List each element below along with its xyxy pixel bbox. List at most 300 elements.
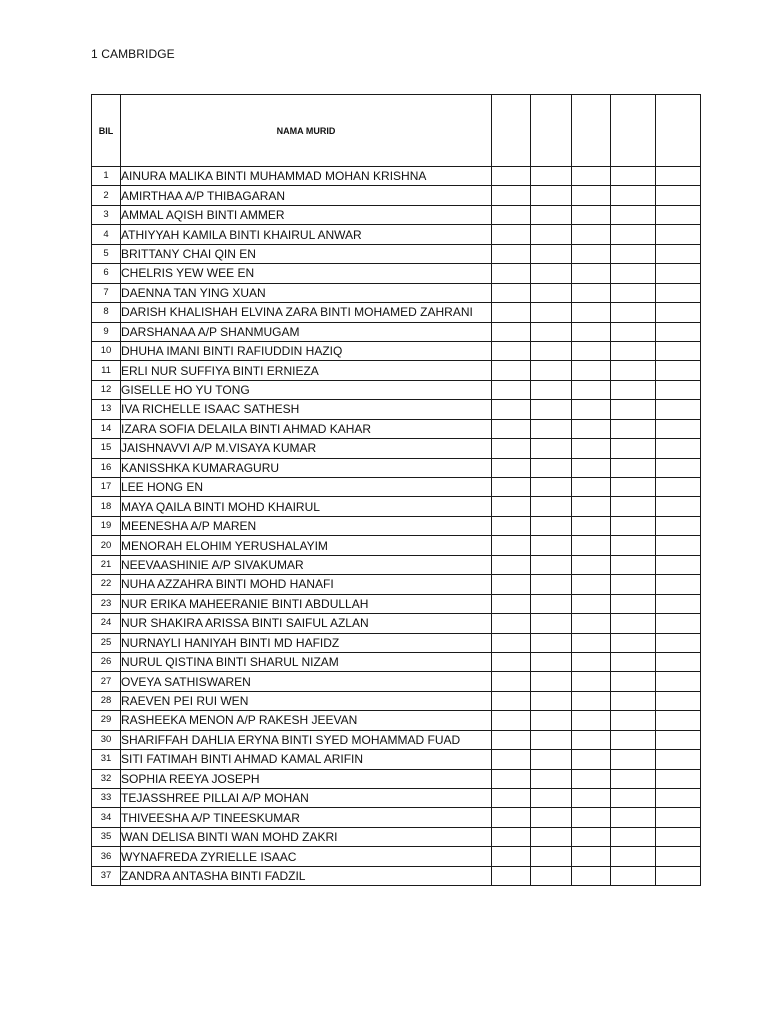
blank-cell bbox=[572, 244, 611, 263]
row-number: 27 bbox=[92, 672, 121, 691]
blank-cell bbox=[611, 458, 656, 477]
column-header-blank bbox=[492, 95, 531, 167]
blank-cell bbox=[572, 186, 611, 205]
blank-cell bbox=[656, 419, 701, 438]
blank-cell bbox=[572, 283, 611, 302]
blank-cell bbox=[572, 789, 611, 808]
blank-cell bbox=[572, 711, 611, 730]
blank-cell bbox=[656, 575, 701, 594]
row-number: 10 bbox=[92, 341, 121, 360]
student-name: NURNAYLI HANIYAH BINTI MD HAFIDZ bbox=[121, 633, 492, 652]
blank-cell bbox=[492, 225, 531, 244]
blank-cell bbox=[531, 789, 572, 808]
blank-cell bbox=[531, 322, 572, 341]
row-number: 35 bbox=[92, 827, 121, 846]
row-number: 15 bbox=[92, 439, 121, 458]
blank-cell bbox=[531, 827, 572, 846]
blank-cell bbox=[572, 303, 611, 322]
blank-cell bbox=[572, 380, 611, 399]
table-row bbox=[92, 419, 701, 438]
row-number: 37 bbox=[92, 866, 121, 885]
student-name: SOPHIA REEYA JOSEPH bbox=[121, 769, 492, 788]
row-number: 28 bbox=[92, 691, 121, 710]
student-name: DARSHANAA A/P SHANMUGAM bbox=[121, 322, 492, 341]
blank-cell bbox=[611, 847, 656, 866]
blank-cell bbox=[531, 205, 572, 224]
blank-cell bbox=[656, 866, 701, 885]
blank-cell bbox=[492, 633, 531, 652]
blank-cell bbox=[656, 497, 701, 516]
blank-cell bbox=[572, 672, 611, 691]
blank-cell bbox=[611, 594, 656, 613]
blank-cell bbox=[611, 497, 656, 516]
blank-cell bbox=[611, 439, 656, 458]
row-number: 23 bbox=[92, 594, 121, 613]
blank-cell bbox=[611, 341, 656, 360]
blank-cell bbox=[531, 361, 572, 380]
blank-cell bbox=[611, 400, 656, 419]
blank-cell bbox=[656, 167, 701, 186]
row-number: 25 bbox=[92, 633, 121, 652]
blank-cell bbox=[611, 555, 656, 574]
row-number: 26 bbox=[92, 652, 121, 671]
row-number: 14 bbox=[92, 419, 121, 438]
blank-cell bbox=[611, 633, 656, 652]
student-name: DAENNA TAN YING XUAN bbox=[121, 283, 492, 302]
blank-cell bbox=[656, 789, 701, 808]
blank-cell bbox=[656, 711, 701, 730]
row-number: 20 bbox=[92, 536, 121, 555]
student-name: SITI FATIMAH BINTI AHMAD KAMAL ARIFIN bbox=[121, 750, 492, 769]
column-header-blank bbox=[572, 95, 611, 167]
blank-cell bbox=[572, 264, 611, 283]
blank-cell bbox=[611, 186, 656, 205]
row-number: 34 bbox=[92, 808, 121, 827]
blank-cell bbox=[656, 322, 701, 341]
table-row bbox=[92, 341, 701, 360]
blank-cell bbox=[531, 633, 572, 652]
blank-cell bbox=[531, 555, 572, 574]
blank-cell bbox=[531, 497, 572, 516]
student-name: NURUL QISTINA BINTI SHARUL NIZAM bbox=[121, 652, 492, 671]
table-row bbox=[92, 808, 701, 827]
blank-cell bbox=[492, 652, 531, 671]
blank-cell bbox=[611, 419, 656, 438]
blank-cell bbox=[611, 711, 656, 730]
blank-cell bbox=[656, 614, 701, 633]
row-number: 1 bbox=[92, 167, 121, 186]
row-number: 36 bbox=[92, 847, 121, 866]
student-name: NUHA AZZAHRA BINTI MOHD HANAFI bbox=[121, 575, 492, 594]
blank-cell bbox=[656, 400, 701, 419]
blank-cell bbox=[611, 225, 656, 244]
table-row bbox=[92, 167, 701, 186]
table-row bbox=[92, 439, 701, 458]
blank-cell bbox=[492, 244, 531, 263]
table-row bbox=[92, 847, 701, 866]
blank-cell bbox=[656, 283, 701, 302]
blank-cell bbox=[531, 283, 572, 302]
table-row bbox=[92, 866, 701, 885]
blank-cell bbox=[656, 458, 701, 477]
blank-cell bbox=[492, 264, 531, 283]
student-name: GISELLE HO YU TONG bbox=[121, 380, 492, 399]
table-row bbox=[92, 497, 701, 516]
blank-cell bbox=[492, 497, 531, 516]
row-number: 11 bbox=[92, 361, 121, 380]
blank-cell bbox=[611, 322, 656, 341]
table-row bbox=[92, 827, 701, 846]
blank-cell bbox=[492, 322, 531, 341]
blank-cell bbox=[492, 536, 531, 555]
blank-cell bbox=[492, 205, 531, 224]
blank-cell bbox=[611, 244, 656, 263]
blank-cell bbox=[531, 516, 572, 535]
blank-cell bbox=[656, 691, 701, 710]
table-row bbox=[92, 264, 701, 283]
row-number: 4 bbox=[92, 225, 121, 244]
blank-cell bbox=[492, 730, 531, 749]
column-header-blank bbox=[531, 95, 572, 167]
blank-cell bbox=[572, 439, 611, 458]
table-row bbox=[92, 536, 701, 555]
blank-cell bbox=[656, 672, 701, 691]
blank-cell bbox=[572, 847, 611, 866]
blank-cell bbox=[572, 322, 611, 341]
blank-cell bbox=[611, 575, 656, 594]
blank-cell bbox=[492, 750, 531, 769]
row-number: 7 bbox=[92, 283, 121, 302]
blank-cell bbox=[611, 769, 656, 788]
table-row bbox=[92, 516, 701, 535]
blank-cell bbox=[611, 866, 656, 885]
roster-body bbox=[92, 167, 701, 886]
blank-cell bbox=[656, 439, 701, 458]
blank-cell bbox=[611, 691, 656, 710]
row-number: 13 bbox=[92, 400, 121, 419]
column-header-blank bbox=[611, 95, 656, 167]
blank-cell bbox=[492, 827, 531, 846]
blank-cell bbox=[656, 244, 701, 263]
row-number: 24 bbox=[92, 614, 121, 633]
blank-cell bbox=[572, 167, 611, 186]
row-number: 9 bbox=[92, 322, 121, 341]
blank-cell bbox=[611, 827, 656, 846]
row-number: 18 bbox=[92, 497, 121, 516]
blank-cell bbox=[611, 283, 656, 302]
row-number: 31 bbox=[92, 750, 121, 769]
student-name: NUR SHAKIRA ARISSA BINTI SAIFUL AZLAN bbox=[121, 614, 492, 633]
table-row bbox=[92, 575, 701, 594]
blank-cell bbox=[492, 283, 531, 302]
table-row bbox=[92, 691, 701, 710]
blank-cell bbox=[531, 419, 572, 438]
column-header-name: NAMA MURID bbox=[121, 95, 492, 167]
table-row bbox=[92, 478, 701, 497]
blank-cell bbox=[572, 400, 611, 419]
blank-cell bbox=[656, 516, 701, 535]
blank-cell bbox=[572, 730, 611, 749]
blank-cell bbox=[531, 167, 572, 186]
blank-cell bbox=[572, 614, 611, 633]
blank-cell bbox=[572, 419, 611, 438]
blank-cell bbox=[531, 341, 572, 360]
table-row bbox=[92, 614, 701, 633]
blank-cell bbox=[492, 614, 531, 633]
row-number: 8 bbox=[92, 303, 121, 322]
student-name: NEEVAASHINIE A/P SIVAKUMAR bbox=[121, 555, 492, 574]
blank-cell bbox=[531, 264, 572, 283]
student-name: MAYA QAILA BINTI MOHD KHAIRUL bbox=[121, 497, 492, 516]
blank-cell bbox=[492, 691, 531, 710]
student-name: CHELRIS YEW WEE EN bbox=[121, 264, 492, 283]
blank-cell bbox=[611, 672, 656, 691]
blank-cell bbox=[611, 652, 656, 671]
student-name: IVA RICHELLE ISAAC SATHESH bbox=[121, 400, 492, 419]
blank-cell bbox=[656, 341, 701, 360]
table-row bbox=[92, 633, 701, 652]
student-name: MENORAH ELOHIM YERUSHALAYIM bbox=[121, 536, 492, 555]
row-number: 21 bbox=[92, 555, 121, 574]
student-name: ATHIYYAH KAMILA BINTI KHAIRUL ANWAR bbox=[121, 225, 492, 244]
blank-cell bbox=[572, 808, 611, 827]
blank-cell bbox=[492, 555, 531, 574]
blank-cell bbox=[656, 730, 701, 749]
blank-cell bbox=[492, 847, 531, 866]
row-number: 12 bbox=[92, 380, 121, 399]
blank-cell bbox=[492, 866, 531, 885]
blank-cell bbox=[492, 672, 531, 691]
blank-cell bbox=[531, 769, 572, 788]
blank-cell bbox=[572, 497, 611, 516]
blank-cell bbox=[656, 555, 701, 574]
blank-cell bbox=[572, 769, 611, 788]
blank-cell bbox=[611, 730, 656, 749]
table-row bbox=[92, 400, 701, 419]
student-name: DARISH KHALISHAH ELVINA ZARA BINTI MOHAMED ZAHRANI bbox=[121, 303, 492, 322]
student-name: WAN DELISA BINTI WAN MOHD ZAKRI bbox=[121, 827, 492, 846]
blank-cell bbox=[656, 652, 701, 671]
blank-cell bbox=[572, 594, 611, 613]
blank-cell bbox=[531, 691, 572, 710]
blank-cell bbox=[656, 536, 701, 555]
student-name: ZANDRA ANTASHA BINTI FADZIL bbox=[121, 866, 492, 885]
student-name: DHUHA IMANI BINTI RAFIUDDIN HAZIQ bbox=[121, 341, 492, 360]
blank-cell bbox=[656, 594, 701, 613]
blank-cell bbox=[611, 614, 656, 633]
blank-cell bbox=[492, 711, 531, 730]
blank-cell bbox=[656, 633, 701, 652]
blank-cell bbox=[572, 633, 611, 652]
row-number: 30 bbox=[92, 730, 121, 749]
table-row bbox=[92, 789, 701, 808]
blank-cell bbox=[572, 225, 611, 244]
blank-cell bbox=[611, 808, 656, 827]
blank-cell bbox=[656, 769, 701, 788]
student-name: MEENESHA A/P MAREN bbox=[121, 516, 492, 535]
blank-cell bbox=[611, 303, 656, 322]
row-number: 33 bbox=[92, 789, 121, 808]
blank-cell bbox=[531, 400, 572, 419]
blank-cell bbox=[572, 866, 611, 885]
table-row bbox=[92, 652, 701, 671]
student-name: JAISHNAVVI A/P M.VISAYA KUMAR bbox=[121, 439, 492, 458]
page-title: 1 CAMBRIDGE bbox=[91, 47, 175, 61]
blank-cell bbox=[611, 516, 656, 535]
blank-cell bbox=[531, 186, 572, 205]
table-row bbox=[92, 750, 701, 769]
blank-cell bbox=[572, 205, 611, 224]
blank-cell bbox=[531, 225, 572, 244]
blank-cell bbox=[531, 536, 572, 555]
blank-cell bbox=[492, 186, 531, 205]
blank-cell bbox=[531, 652, 572, 671]
blank-cell bbox=[572, 361, 611, 380]
student-name: LEE HONG EN bbox=[121, 478, 492, 497]
table-row bbox=[92, 303, 701, 322]
blank-cell bbox=[492, 478, 531, 497]
student-name: AMIRTHAA A/P THIBAGARAN bbox=[121, 186, 492, 205]
blank-cell bbox=[531, 380, 572, 399]
table-row bbox=[92, 205, 701, 224]
blank-cell bbox=[611, 205, 656, 224]
blank-cell bbox=[572, 691, 611, 710]
blank-cell bbox=[492, 458, 531, 477]
row-number: 16 bbox=[92, 458, 121, 477]
blank-cell bbox=[611, 167, 656, 186]
blank-cell bbox=[492, 769, 531, 788]
blank-cell bbox=[492, 575, 531, 594]
blank-cell bbox=[572, 516, 611, 535]
student-name: KANISSHKA KUMARAGURU bbox=[121, 458, 492, 477]
student-name: NUR ERIKA MAHEERANIE BINTI ABDULLAH bbox=[121, 594, 492, 613]
table-row bbox=[92, 458, 701, 477]
blank-cell bbox=[572, 555, 611, 574]
blank-cell bbox=[531, 439, 572, 458]
blank-cell bbox=[656, 827, 701, 846]
blank-cell bbox=[492, 380, 531, 399]
blank-cell bbox=[492, 419, 531, 438]
student-name: SHARIFFAH DAHLIA ERYNA BINTI SYED MOHAMMAD FUAD bbox=[121, 730, 492, 749]
table-row bbox=[92, 225, 701, 244]
blank-cell bbox=[656, 205, 701, 224]
blank-cell bbox=[656, 478, 701, 497]
blank-cell bbox=[656, 225, 701, 244]
student-name: OVEYA SATHISWAREN bbox=[121, 672, 492, 691]
blank-cell bbox=[656, 303, 701, 322]
row-number: 32 bbox=[92, 769, 121, 788]
blank-cell bbox=[656, 750, 701, 769]
blank-cell bbox=[492, 361, 531, 380]
table-row bbox=[92, 322, 701, 341]
blank-cell bbox=[492, 303, 531, 322]
blank-cell bbox=[611, 264, 656, 283]
student-name: RASHEEKA MENON A/P RAKESH JEEVAN bbox=[121, 711, 492, 730]
blank-cell bbox=[492, 341, 531, 360]
table-row bbox=[92, 711, 701, 730]
student-name: AINURA MALIKA BINTI MUHAMMAD MOHAN KRISHNA bbox=[121, 167, 492, 186]
student-name: BRITTANY CHAI QIN EN bbox=[121, 244, 492, 263]
blank-cell bbox=[656, 264, 701, 283]
row-number: 3 bbox=[92, 205, 121, 224]
student-roster-table bbox=[91, 94, 701, 886]
blank-cell bbox=[611, 361, 656, 380]
student-name: ERLI NUR SUFFIYA BINTI ERNIEZA bbox=[121, 361, 492, 380]
blank-cell bbox=[531, 614, 572, 633]
row-number: 6 bbox=[92, 264, 121, 283]
blank-cell bbox=[656, 380, 701, 399]
blank-cell bbox=[572, 575, 611, 594]
blank-cell bbox=[531, 866, 572, 885]
blank-cell bbox=[531, 750, 572, 769]
blank-cell bbox=[572, 341, 611, 360]
blank-cell bbox=[492, 789, 531, 808]
student-name: TEJASSHREE PILLAI A/P MOHAN bbox=[121, 789, 492, 808]
blank-cell bbox=[531, 672, 572, 691]
blank-cell bbox=[611, 478, 656, 497]
table-row bbox=[92, 730, 701, 749]
row-number: 2 bbox=[92, 186, 121, 205]
table-row bbox=[92, 672, 701, 691]
row-number: 5 bbox=[92, 244, 121, 263]
table-row bbox=[92, 769, 701, 788]
table-row bbox=[92, 594, 701, 613]
blank-cell bbox=[611, 380, 656, 399]
blank-cell bbox=[531, 458, 572, 477]
blank-cell bbox=[656, 847, 701, 866]
column-header-number: BIL bbox=[92, 95, 121, 167]
blank-cell bbox=[572, 458, 611, 477]
blank-cell bbox=[531, 847, 572, 866]
student-name: AMMAL AQISH BINTI AMMER bbox=[121, 205, 492, 224]
student-name: THIVEESHA A/P TINEESKUMAR bbox=[121, 808, 492, 827]
blank-cell bbox=[531, 808, 572, 827]
blank-cell bbox=[656, 361, 701, 380]
blank-cell bbox=[492, 439, 531, 458]
student-name: WYNAFREDA ZYRIELLE ISAAC bbox=[121, 847, 492, 866]
blank-cell bbox=[492, 516, 531, 535]
row-number: 22 bbox=[92, 575, 121, 594]
blank-cell bbox=[531, 244, 572, 263]
blank-cell bbox=[492, 400, 531, 419]
blank-cell bbox=[572, 478, 611, 497]
blank-cell bbox=[656, 186, 701, 205]
table-row bbox=[92, 244, 701, 263]
blank-cell bbox=[531, 711, 572, 730]
blank-cell bbox=[492, 594, 531, 613]
row-number: 29 bbox=[92, 711, 121, 730]
table-row bbox=[92, 283, 701, 302]
blank-cell bbox=[656, 808, 701, 827]
row-number: 17 bbox=[92, 478, 121, 497]
blank-cell bbox=[492, 167, 531, 186]
table-row bbox=[92, 361, 701, 380]
blank-cell bbox=[572, 536, 611, 555]
table-row bbox=[92, 555, 701, 574]
blank-cell bbox=[531, 594, 572, 613]
blank-cell bbox=[572, 827, 611, 846]
blank-cell bbox=[611, 750, 656, 769]
blank-cell bbox=[492, 808, 531, 827]
blank-cell bbox=[611, 789, 656, 808]
blank-cell bbox=[572, 750, 611, 769]
row-number: 19 bbox=[92, 516, 121, 535]
student-name: IZARA SOFIA DELAILA BINTI AHMAD KAHAR bbox=[121, 419, 492, 438]
table-row bbox=[92, 380, 701, 399]
blank-cell bbox=[531, 575, 572, 594]
header-row bbox=[92, 95, 701, 167]
student-name: RAEVEN PEI RUI WEN bbox=[121, 691, 492, 710]
